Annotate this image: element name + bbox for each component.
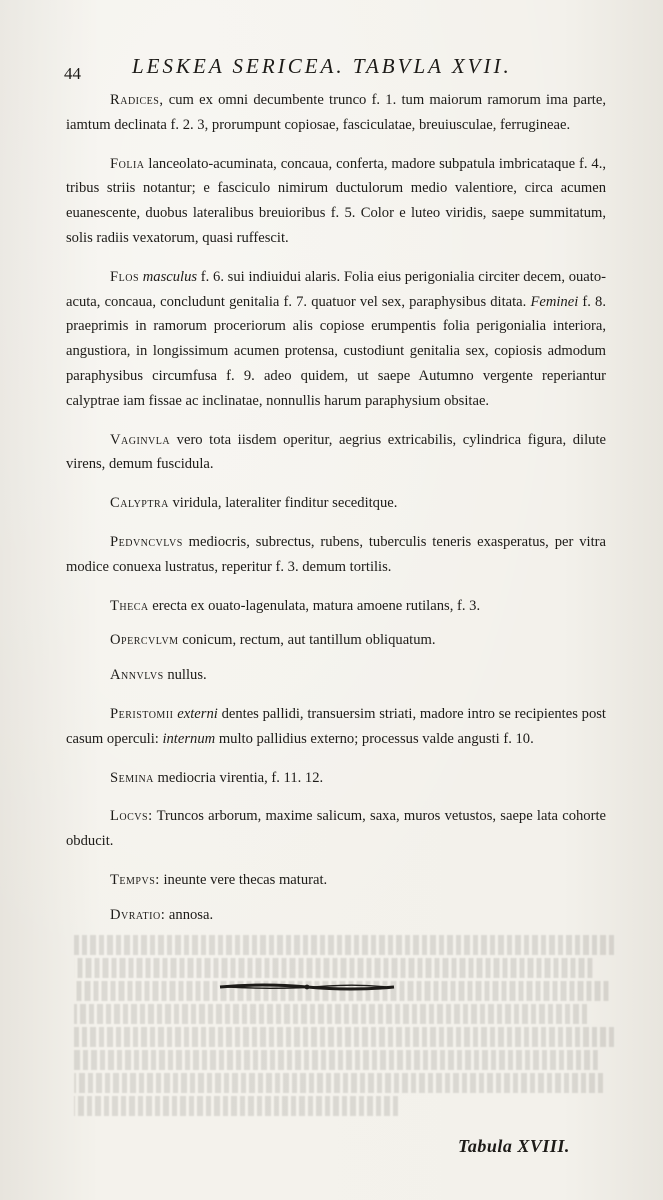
tempus-label: Tempvs: bbox=[110, 871, 160, 888]
annulus-label: Annvlvs bbox=[110, 667, 164, 684]
locus-text: Truncos arborum, maxime salicum, saxa, muros vetustos, saepe lata cohorte obducit. bbox=[66, 808, 606, 850]
calyptra-label: Calyptra bbox=[110, 495, 169, 512]
calyptra-text: viridula, lateraliter finditur seceditque. bbox=[168, 495, 398, 512]
operculum-paragraph bbox=[66, 628, 606, 653]
vaginula-label: Vaginvla bbox=[110, 431, 171, 448]
duratio-label: Dvratio: bbox=[110, 906, 166, 923]
radices-paragraph bbox=[66, 88, 606, 138]
show-through-text bbox=[74, 935, 614, 1135]
annulus-text: nullus. bbox=[163, 667, 207, 684]
vaginula-paragraph bbox=[66, 428, 606, 478]
radices-label: Radices, bbox=[110, 92, 164, 108]
catchword: Tabula XVIII. bbox=[458, 1136, 570, 1156]
pedunculus-paragraph bbox=[66, 530, 606, 580]
flos-feminei-term: Feminei bbox=[526, 293, 579, 310]
peristomium-externi-term: externi bbox=[173, 705, 218, 722]
flos-paragraph bbox=[66, 265, 606, 414]
peristomium-label: Peristomii bbox=[110, 705, 174, 722]
semina-paragraph bbox=[66, 766, 606, 791]
flos-text-1: f. 6. sui indiuidui alaris. Folia eius perigonialia circiter decem, ouato-acuta, concaua, concludunt genitalia f. 7. quatuor vel sex, paraphysibus ditata. bbox=[66, 268, 606, 310]
theca-paragraph bbox=[66, 594, 606, 619]
running-head: LESKEA SERICEA. TABVLA XVII. bbox=[132, 54, 512, 78]
radices-text: cum ex omni decumbente trunco f. 1. tum maiorum ramorum ima parte, iamtum declinata f. 2. 3, prorumpunt copiosae, fasciculatae, breuiusculae, ferrugineae. bbox=[66, 92, 606, 133]
description-text bbox=[66, 88, 606, 942]
pedunculus-text: mediocris, subrectus, rubens, tuberculis teneris exasperatus, per vitra modice conuexa lustratus, reperitur f. 3. demum tortilis. bbox=[66, 533, 606, 575]
flos-masculus-term: masculus bbox=[139, 268, 198, 285]
theca-label: Theca bbox=[110, 597, 149, 614]
tempus-text: ineunte vere thecas maturat. bbox=[159, 871, 328, 888]
folia-label: Folia bbox=[110, 155, 145, 172]
operculum-text: conicum, rectum, aut tantillum obliquatum. bbox=[178, 632, 436, 649]
tempus-paragraph bbox=[66, 868, 606, 893]
peristomium-internum-term: internum bbox=[158, 730, 216, 747]
page-number: 44 bbox=[64, 64, 81, 83]
duratio-paragraph bbox=[66, 903, 606, 928]
peristomium-text-1: dentes pallidi, transuersim striati, madore intro se recipientes post casum operculi: bbox=[66, 705, 606, 747]
flos-label: Flos bbox=[110, 268, 140, 285]
flos-text-2: f. 8. praeprimis in ramorum proceriorum alis copiose erumpentis folia perigonialia interiora, angustiora, in longissimum acumen protensa, custodiunt genitalia sex, copiosis admodum paraphysibus circumfusa f. 9. adeo quidem, ut saepe Autumno vergente reperiantur calyptrae iam fissae ac inclinatae, nonnullis harum paraphysium obsitae. bbox=[66, 293, 606, 409]
pedunculus-label: Pedvncvlvs bbox=[110, 533, 183, 550]
locus-paragraph bbox=[66, 804, 606, 854]
semina-text: mediocria virentia, f. 11. 12. bbox=[153, 769, 324, 786]
locus-label: Locvs: bbox=[110, 808, 153, 825]
duratio-text: annosa. bbox=[165, 906, 214, 923]
semina-label: Semina bbox=[110, 769, 154, 786]
peristomium-paragraph bbox=[66, 702, 606, 752]
operculum-label: Opercvlvm bbox=[110, 632, 179, 649]
ornamental-divider bbox=[218, 981, 396, 993]
annulus-paragraph bbox=[66, 663, 606, 688]
page-header bbox=[64, 50, 584, 83]
calyptra-paragraph bbox=[66, 491, 606, 516]
peristomium-text-2: multo pallidius externo; processus valde angusti f. 10. bbox=[215, 730, 534, 747]
vaginula-text: vero tota iisdem operitur, aegrius extricabilis, cylindrica figura, dilute virens, demum fuscidula. bbox=[66, 431, 606, 473]
theca-text: erecta ex ouato-lagenulata, matura amoene rutilans, f. 3. bbox=[148, 597, 481, 614]
folia-text: lanceolato-acuminata, concaua, conferta, madore subpatula imbricataque f. 4., tribus striis notantur; e fasciculo nimirum ductulorum medio valentiore, circa acumen euanescente, duobus lateralibus breuioribus f. 5. Color e luteo viridis, saepe summitatum, solis radiis vexatorum, quasi ruffescit. bbox=[66, 155, 606, 246]
folia-paragraph bbox=[66, 152, 606, 251]
